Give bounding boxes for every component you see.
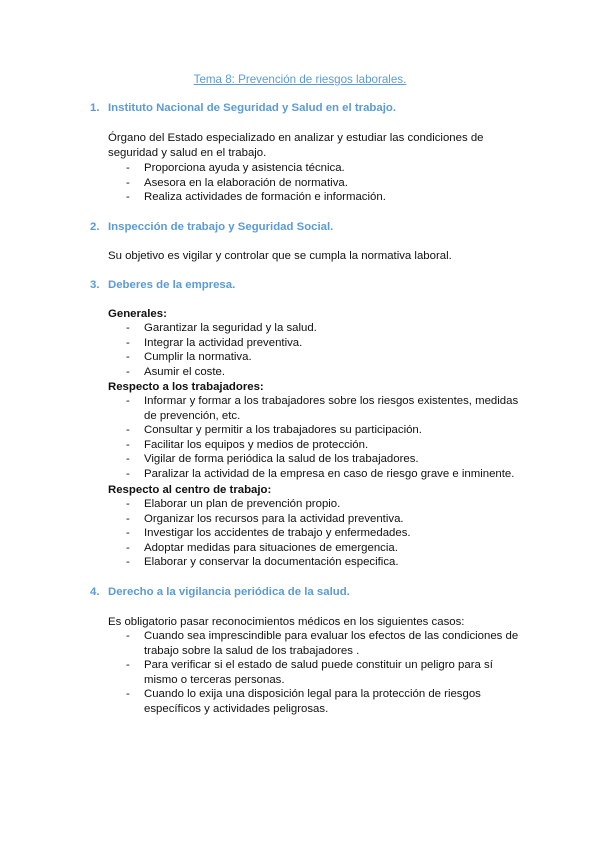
- section-4-intro: Es obligatorio pasar reconocimientos médicos en los siguientes casos:: [108, 616, 465, 628]
- section-title: Derecho a la vigilancia periódica de la salud.: [108, 586, 350, 598]
- list-item: - Garantizar la seguridad y la salud.: [126, 322, 317, 334]
- list-item: - Asumir el coste.: [126, 365, 226, 378]
- list-item: - Organizar los recursos para la actividad preventiva.: [126, 512, 404, 525]
- section-title: Instituto Nacional de Seguridad y Salud en el trabajo.: [108, 102, 396, 114]
- section-4-bullet-list: [126, 629, 526, 717]
- list-item: - Cuando lo exija una disposición legal para la protección de riesgos específicos y actividades peligrosas.: [126, 688, 481, 715]
- list-item: - Elaborar un plan de prevención propio.: [126, 498, 341, 510]
- list-item: - Investigar los accidentes de trabajo y enfermedades.: [126, 527, 411, 540]
- bullet-dash: -: [126, 512, 130, 525]
- section-1-heading: [90, 101, 396, 116]
- group-trabajadores-list: [126, 394, 526, 482]
- group-centro-list: [126, 497, 526, 570]
- list-item: - Vigilar de forma periódica la salud de los trabajadores.: [126, 453, 419, 466]
- bullet-dash: -: [126, 424, 130, 437]
- bullet-dash: -: [126, 176, 130, 189]
- bullet-dash: -: [126, 453, 130, 466]
- list-item: - Cumplir la normativa.: [126, 351, 252, 364]
- section-1-intro: Órgano del Estado especializado en analizar y estudiar las condiciones de seguridad y salud en el trabajo.: [108, 132, 484, 159]
- bullet-dash: -: [126, 365, 130, 378]
- group-label-centro: Respecto al centro de trabajo:: [108, 484, 272, 496]
- section-number: 2.: [90, 221, 100, 233]
- section-4-heading: [90, 585, 350, 600]
- section-number: 4.: [90, 586, 100, 598]
- section-1-bullet-list: [126, 161, 526, 205]
- section-number: 3.: [90, 279, 100, 291]
- list-item: - Realiza actividades de formación e información.: [126, 191, 386, 204]
- section-2-intro: Su objetivo es vigilar y controlar que se cumpla la normativa laboral.: [108, 250, 452, 262]
- bullet-dash: -: [126, 191, 130, 204]
- group-label-trabajadores: Respecto a los trabajadores:: [108, 381, 264, 393]
- list-item: - Integrar la actividad preventiva.: [126, 336, 303, 349]
- bullet-dash: -: [126, 659, 130, 672]
- bullet-dash: -: [126, 630, 130, 642]
- bullet-dash: -: [126, 556, 130, 569]
- bullet-dash: -: [126, 336, 130, 349]
- bullet-dash: -: [126, 498, 130, 510]
- page-title: Tema 8: Prevención de riesgos laborales.: [193, 73, 407, 86]
- bullet-dash: -: [126, 351, 130, 364]
- list-item: - Facilitar los equipos y medios de protección.: [126, 438, 369, 451]
- bullet-dash: -: [126, 395, 130, 407]
- group-label-generales: Generales:: [108, 308, 167, 320]
- list-item: - Cuando sea imprescindible para evaluar los efectos de las condiciones de trabajo sobre la salud de los trabajadores .: [126, 630, 519, 657]
- section-title: Deberes de la empresa.: [108, 279, 236, 291]
- section-2-heading: [90, 220, 333, 235]
- section-number: 1.: [90, 102, 100, 114]
- bullet-dash: -: [126, 527, 130, 540]
- list-item: - Informar y formar a los trabajadores sobre los riesgos existentes, medidas de prevención, etc.: [126, 395, 519, 422]
- bullet-dash: -: [126, 541, 130, 554]
- list-item: - Asesora en la elaboración de normativa.: [126, 176, 348, 189]
- section-title: Inspección de trabajo y Seguridad Social.: [108, 221, 334, 233]
- list-item: - Adoptar medidas para situaciones de emergencia.: [126, 541, 398, 554]
- list-item: - Elaborar y conservar la documentación especifica.: [126, 556, 399, 569]
- list-item: - Para verificar si el estado de salud puede constituir un peligro para sí mismo o terceras personas.: [126, 659, 493, 686]
- bullet-dash: -: [126, 322, 130, 334]
- bullet-dash: -: [126, 162, 130, 174]
- group-generales-list: [126, 321, 526, 379]
- list-item: - Proporciona ayuda y asistencia técnica.: [126, 162, 345, 174]
- bullet-dash: -: [126, 438, 130, 451]
- bullet-dash: -: [126, 467, 130, 480]
- list-item: - Paralizar la actividad de la empresa en caso de riesgo grave e inminente.: [126, 467, 515, 480]
- section-3-heading: [90, 278, 235, 293]
- list-item: - Consultar y permitir a los trabajadores su participación.: [126, 424, 422, 437]
- bullet-dash: -: [126, 688, 130, 701]
